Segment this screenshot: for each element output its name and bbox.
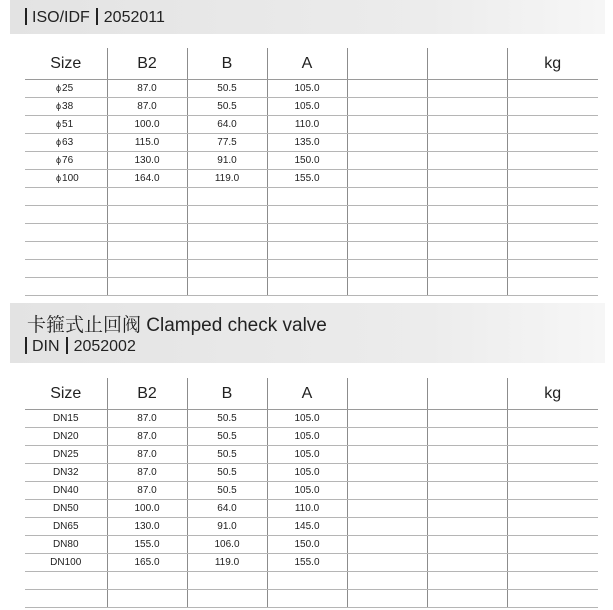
size-value: 76 <box>62 155 74 166</box>
diameter-symbol: ϕ <box>56 101 62 111</box>
empty-cell <box>107 188 187 206</box>
b-value: 119.0 <box>187 554 267 572</box>
size-cell <box>25 536 107 554</box>
column-header <box>347 378 427 410</box>
empty-cell <box>507 590 598 608</box>
size-value: DN100 <box>50 557 82 568</box>
empty-cell <box>507 278 598 296</box>
empty-cell <box>507 482 598 500</box>
empty-cell <box>267 188 347 206</box>
size-value: DN32 <box>52 467 79 478</box>
table-row <box>25 116 598 134</box>
empty-cell <box>507 536 598 554</box>
empty-cell <box>347 554 427 572</box>
empty-cell <box>187 278 267 296</box>
table-row <box>25 152 598 170</box>
size-cell <box>25 170 107 188</box>
b2-value: 155.0 <box>107 536 187 554</box>
empty-cell <box>427 554 507 572</box>
a-value: 135.0 <box>267 134 347 152</box>
b2-value: 100.0 <box>107 116 187 134</box>
b2-value: 130.0 <box>107 518 187 536</box>
empty-cell <box>25 572 107 590</box>
empty-cell <box>347 80 427 98</box>
table-row <box>25 446 598 464</box>
empty-cell <box>427 134 507 152</box>
size-cell <box>25 428 107 446</box>
b2-value: 87.0 <box>107 464 187 482</box>
b2-value: 87.0 <box>107 428 187 446</box>
divider <box>25 8 27 25</box>
section1-standard-line <box>25 8 165 27</box>
empty-cell <box>347 446 427 464</box>
b-value: 77.5 <box>187 134 267 152</box>
empty-cell <box>107 260 187 278</box>
size-value: DN15 <box>52 413 79 424</box>
table-row <box>25 572 598 590</box>
a-value: 110.0 <box>267 500 347 518</box>
table-row <box>25 224 598 242</box>
column-header: A <box>267 378 347 410</box>
divider <box>96 8 98 25</box>
a-value: 105.0 <box>267 410 347 428</box>
b-value: 64.0 <box>187 116 267 134</box>
divider <box>25 337 27 354</box>
b-value: 50.5 <box>187 410 267 428</box>
b2-value: 87.0 <box>107 80 187 98</box>
empty-cell <box>507 428 598 446</box>
a-value: 105.0 <box>267 482 347 500</box>
a-value: 105.0 <box>267 98 347 116</box>
empty-cell <box>107 206 187 224</box>
size-value: DN40 <box>52 485 79 496</box>
size-value: 38 <box>62 101 74 112</box>
empty-cell <box>187 242 267 260</box>
empty-cell <box>347 410 427 428</box>
table-row <box>25 500 598 518</box>
empty-cell <box>427 590 507 608</box>
b2-value: 164.0 <box>107 170 187 188</box>
a-value: 155.0 <box>267 170 347 188</box>
empty-cell <box>107 278 187 296</box>
empty-cell <box>107 572 187 590</box>
table-header-row <box>25 48 598 80</box>
size-cell <box>25 446 107 464</box>
empty-cell <box>427 482 507 500</box>
size-cell <box>25 482 107 500</box>
empty-cell <box>427 572 507 590</box>
column-header: B <box>187 378 267 410</box>
empty-cell <box>507 500 598 518</box>
empty-cell <box>25 242 107 260</box>
empty-cell <box>107 242 187 260</box>
empty-cell <box>347 518 427 536</box>
diameter-symbol: ϕ <box>56 155 62 165</box>
empty-cell <box>267 260 347 278</box>
size-value: 63 <box>62 137 74 148</box>
empty-cell <box>427 188 507 206</box>
divider <box>66 337 68 354</box>
table-row <box>25 482 598 500</box>
b-value: 119.0 <box>187 170 267 188</box>
b-value: 64.0 <box>187 500 267 518</box>
empty-cell <box>347 188 427 206</box>
iso-spec-table <box>25 48 598 296</box>
empty-cell <box>187 188 267 206</box>
size-cell <box>25 98 107 116</box>
empty-cell <box>187 206 267 224</box>
b2-value: 100.0 <box>107 500 187 518</box>
table-row <box>25 536 598 554</box>
table-row <box>25 134 598 152</box>
b-value: 50.5 <box>187 98 267 116</box>
table-row <box>25 278 598 296</box>
empty-cell <box>267 590 347 608</box>
a-value: 145.0 <box>267 518 347 536</box>
empty-cell <box>427 278 507 296</box>
empty-cell <box>187 572 267 590</box>
empty-cell <box>507 206 598 224</box>
column-header <box>347 48 427 80</box>
table-row <box>25 206 598 224</box>
empty-cell <box>347 224 427 242</box>
empty-cell <box>347 170 427 188</box>
empty-cell <box>347 536 427 554</box>
empty-cell <box>347 116 427 134</box>
empty-cell <box>507 572 598 590</box>
b-value: 50.5 <box>187 428 267 446</box>
size-cell <box>25 518 107 536</box>
b2-value: 115.0 <box>107 134 187 152</box>
empty-cell <box>427 410 507 428</box>
empty-cell <box>427 536 507 554</box>
table-row <box>25 590 598 608</box>
empty-cell <box>267 572 347 590</box>
table-row <box>25 428 598 446</box>
section2-standard-line <box>25 337 136 356</box>
empty-cell <box>507 260 598 278</box>
table-row <box>25 518 598 536</box>
din-spec-table <box>25 378 598 608</box>
empty-cell <box>427 464 507 482</box>
a-value: 105.0 <box>267 446 347 464</box>
b-value: 106.0 <box>187 536 267 554</box>
size-cell <box>25 116 107 134</box>
empty-cell <box>25 188 107 206</box>
table-row <box>25 242 598 260</box>
empty-cell <box>25 278 107 296</box>
empty-cell <box>347 482 427 500</box>
column-header: B2 <box>107 378 187 410</box>
empty-cell <box>267 206 347 224</box>
empty-cell <box>427 206 507 224</box>
standard-code: 2052002 <box>73 338 136 355</box>
table-row <box>25 98 598 116</box>
empty-cell <box>347 260 427 278</box>
table-row <box>25 464 598 482</box>
empty-cell <box>347 152 427 170</box>
empty-cell <box>507 116 598 134</box>
b-value: 50.5 <box>187 446 267 464</box>
column-header: B <box>187 48 267 80</box>
table-row <box>25 80 598 98</box>
b2-value: 87.0 <box>107 410 187 428</box>
empty-cell <box>507 170 598 188</box>
a-value: 105.0 <box>267 80 347 98</box>
size-value: 25 <box>62 83 74 94</box>
table-row <box>25 554 598 572</box>
size-cell <box>25 500 107 518</box>
a-value: 150.0 <box>267 536 347 554</box>
size-value: 100 <box>62 173 79 184</box>
b2-value: 130.0 <box>107 152 187 170</box>
empty-cell <box>107 590 187 608</box>
empty-cell <box>507 242 598 260</box>
table-row <box>25 188 598 206</box>
empty-cell <box>427 260 507 278</box>
empty-cell <box>427 116 507 134</box>
b2-value: 165.0 <box>107 554 187 572</box>
standard-code: 2052011 <box>103 9 165 26</box>
diameter-symbol: ϕ <box>56 137 62 147</box>
empty-cell <box>507 224 598 242</box>
a-value: 105.0 <box>267 428 347 446</box>
product-title: 卡箍式止回阀 Clamped check valve <box>27 315 327 336</box>
empty-cell <box>427 80 507 98</box>
size-value: 51 <box>62 119 74 130</box>
empty-cell <box>427 242 507 260</box>
standard-label: DIN <box>32 338 60 355</box>
column-header <box>427 48 507 80</box>
size-value: DN65 <box>52 521 79 532</box>
empty-cell <box>427 518 507 536</box>
b2-value: 87.0 <box>107 446 187 464</box>
standard-label: ISO/IDF <box>32 9 90 26</box>
column-header: B2 <box>107 48 187 80</box>
table-row <box>25 260 598 278</box>
empty-cell <box>187 224 267 242</box>
empty-cell <box>347 206 427 224</box>
empty-cell <box>427 500 507 518</box>
empty-cell <box>107 224 187 242</box>
empty-cell <box>347 572 427 590</box>
empty-cell <box>347 590 427 608</box>
size-cell <box>25 464 107 482</box>
empty-cell <box>427 152 507 170</box>
size-cell <box>25 134 107 152</box>
empty-cell <box>507 134 598 152</box>
column-header: A <box>267 48 347 80</box>
a-value: 105.0 <box>267 464 347 482</box>
table-row <box>25 410 598 428</box>
column-header: Size <box>25 378 107 410</box>
empty-cell <box>25 260 107 278</box>
empty-cell <box>427 446 507 464</box>
b-value: 50.5 <box>187 482 267 500</box>
empty-cell <box>427 428 507 446</box>
empty-cell <box>267 224 347 242</box>
empty-cell <box>267 278 347 296</box>
diameter-symbol: ϕ <box>56 119 62 129</box>
empty-cell <box>347 278 427 296</box>
b2-value: 87.0 <box>107 482 187 500</box>
empty-cell <box>427 224 507 242</box>
empty-cell <box>507 464 598 482</box>
size-value: DN25 <box>52 449 79 460</box>
empty-cell <box>347 98 427 116</box>
size-cell <box>25 410 107 428</box>
b2-value: 87.0 <box>107 98 187 116</box>
empty-cell <box>267 242 347 260</box>
empty-cell <box>507 518 598 536</box>
column-header <box>427 378 507 410</box>
empty-cell <box>507 554 598 572</box>
b-value: 50.5 <box>187 80 267 98</box>
size-value: DN20 <box>52 431 79 442</box>
size-value: DN50 <box>52 503 79 514</box>
empty-cell <box>187 260 267 278</box>
diameter-symbol: ϕ <box>56 83 62 93</box>
empty-cell <box>427 170 507 188</box>
empty-cell <box>507 98 598 116</box>
empty-cell <box>347 464 427 482</box>
column-header: kg <box>507 48 598 80</box>
empty-cell <box>347 134 427 152</box>
empty-cell <box>347 242 427 260</box>
a-value: 155.0 <box>267 554 347 572</box>
a-value: 110.0 <box>267 116 347 134</box>
size-value: DN80 <box>52 539 79 550</box>
a-value: 150.0 <box>267 152 347 170</box>
empty-cell <box>507 410 598 428</box>
b-value: 50.5 <box>187 464 267 482</box>
empty-cell <box>187 590 267 608</box>
empty-cell <box>25 224 107 242</box>
empty-cell <box>427 98 507 116</box>
b-value: 91.0 <box>187 152 267 170</box>
empty-cell <box>507 188 598 206</box>
empty-cell <box>507 446 598 464</box>
size-cell <box>25 80 107 98</box>
column-header: kg <box>507 378 598 410</box>
empty-cell <box>347 500 427 518</box>
b-value: 91.0 <box>187 518 267 536</box>
size-cell <box>25 152 107 170</box>
diameter-symbol: ϕ <box>56 173 62 183</box>
empty-cell <box>25 590 107 608</box>
column-header: Size <box>25 48 107 80</box>
size-cell <box>25 554 107 572</box>
empty-cell <box>347 428 427 446</box>
empty-cell <box>507 152 598 170</box>
table-row <box>25 170 598 188</box>
empty-cell <box>25 206 107 224</box>
table-header-row <box>25 378 598 410</box>
empty-cell <box>507 80 598 98</box>
